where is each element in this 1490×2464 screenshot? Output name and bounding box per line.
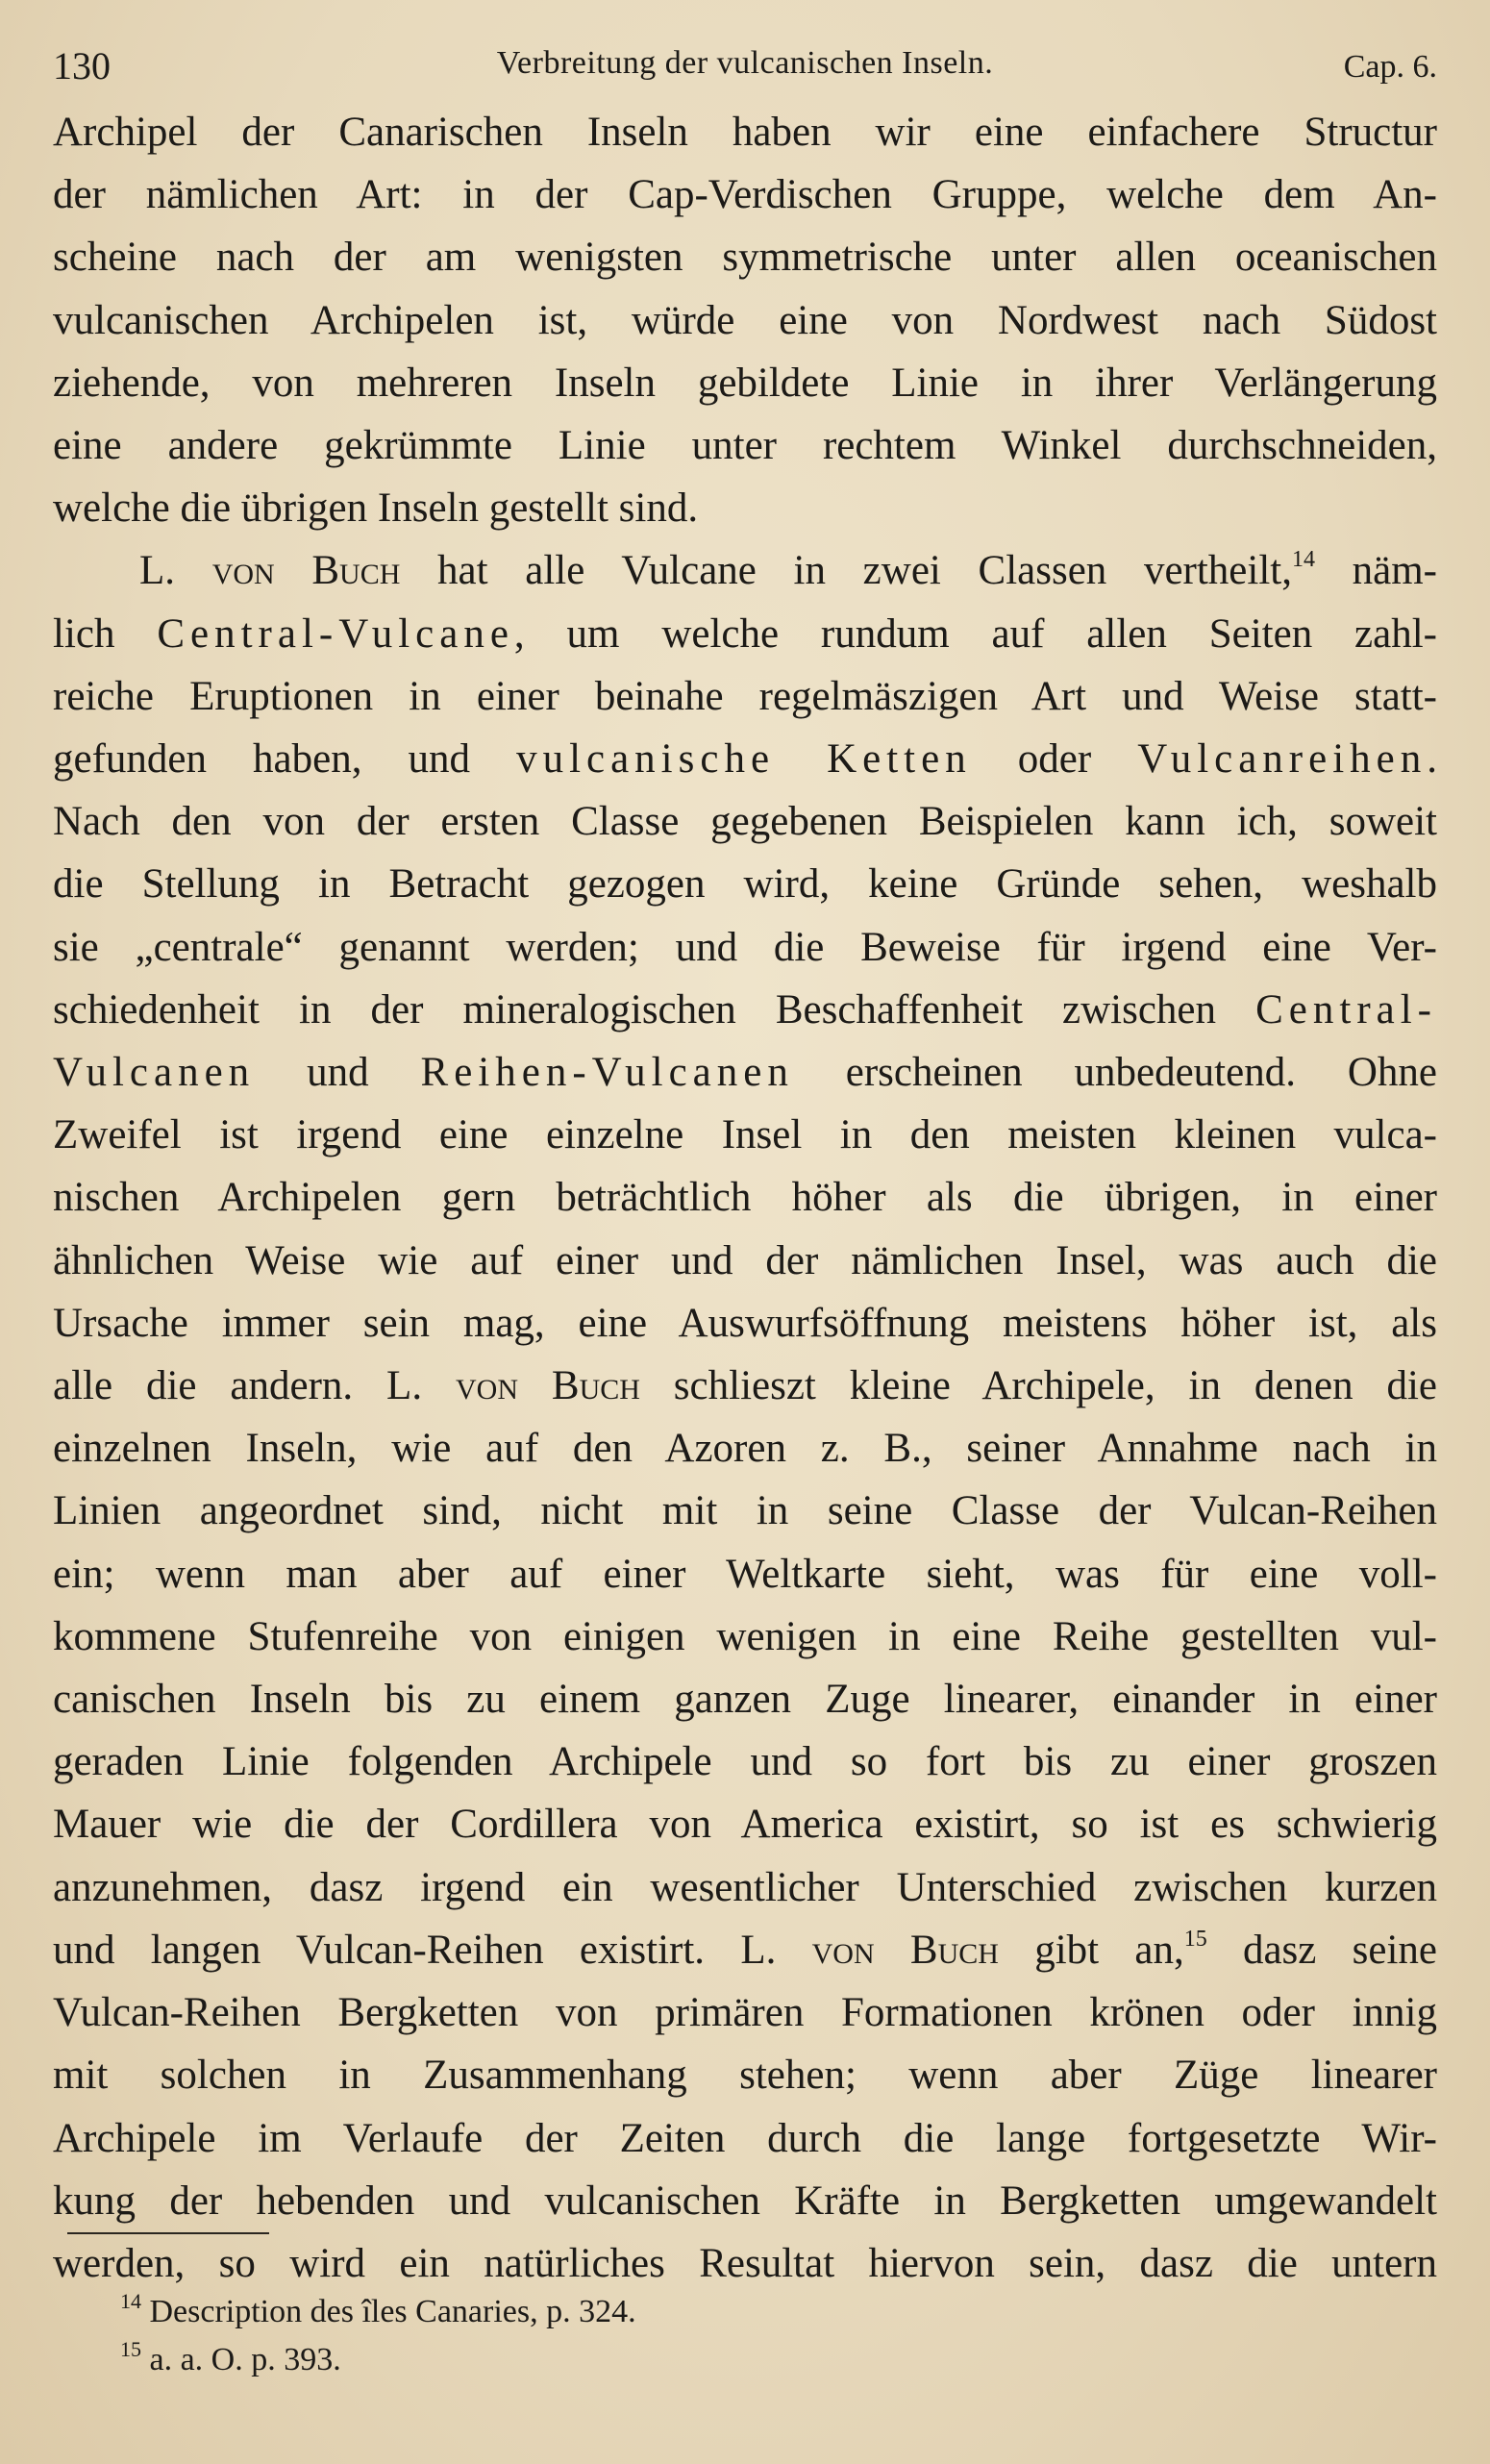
text-line: [53, 603, 1437, 665]
spaced-term: Reihen-Vulcanen: [420, 1050, 794, 1096]
text-line: Zweifel ist irgend eine einzelne Insel in den meisten kleinen vulca-: [53, 1112, 1437, 1158]
text-span: , um welche rundum auf allen Seiten zahl-: [513, 610, 1437, 657]
text-span: L.: [139, 548, 176, 594]
spaced-term: Central-: [1255, 986, 1437, 1033]
page-number: 130: [53, 44, 111, 87]
footnote: [120, 2336, 636, 2384]
text-span: und langen Vulcan-Reihen existirt. L.: [53, 1927, 777, 1973]
text-span: alle die andern. L.: [53, 1363, 423, 1409]
book-page: [53, 43, 1437, 2295]
spaced-term: Central-Vulcane: [157, 610, 514, 657]
text-line: der nämlichen Art: in der Cap-Verdischen Gruppe, welche dem An-: [53, 172, 1437, 218]
text-line: ähnlichen Weise wie auf einer und der nämlichen Insel, was auch die: [53, 1237, 1437, 1283]
footnote: [120, 2288, 636, 2336]
text-span: schiedenheit in der mineralogischen Beschaffenheit zwischen: [53, 986, 1256, 1033]
text-line: Linien angeordnet sind, nicht mit in seine Classe der Vulcan-Reihen: [53, 1488, 1437, 1534]
footnote-ref[interactable]: 14: [1291, 547, 1315, 573]
spaced-term: Vulcanreihen: [1137, 736, 1428, 783]
text-span: oder: [971, 736, 1138, 783]
text-span: gefunden haben, und: [53, 736, 517, 783]
text-line: welche die übrigen Inseln gestellt sind.: [53, 485, 699, 532]
text-line: anzunehmen, dasz irgend ein wesentlicher Unterschied zwischen kurzen: [53, 1864, 1437, 1910]
text-line: [53, 1919, 1437, 1981]
text-line: [53, 539, 1437, 602]
text-line: kung der hebenden und vulcanischen Kräfte in Bergketten umgewandelt: [53, 2178, 1437, 2224]
text-span: gibt an,: [998, 1927, 1184, 1973]
author-name: von Buch: [455, 1363, 640, 1409]
text-line: [53, 1041, 1437, 1104]
text-line: einzelnen Inseln, wie auf den Azoren z. B., seiner Annahme nach in: [53, 1426, 1437, 1472]
text-span: hat alle Vulcane in zwei Classen vertheilt,: [400, 548, 1292, 594]
text-line: die Stellung in Betracht gezogen wird, keine Gründe sehen, weshalb: [53, 861, 1437, 908]
footnote-text: Description des îles Canaries, p. 324.: [149, 2294, 636, 2329]
footnote-text: a. a. O. p. 393.: [149, 2342, 341, 2377]
text-line: werden, so wird ein natürliches Resultat hiervon sein, dasz die untern: [53, 2240, 1437, 2286]
paragraph: [53, 101, 1437, 539]
text-line: Nach den von der ersten Classe gegebenen Beispielen kann ich, soweit: [53, 799, 1437, 845]
footnote-mark: 15: [120, 2337, 141, 2361]
text-line: mit solchen in Zusammenhang stehen; wenn aber Züge linearer: [53, 2053, 1437, 2099]
text-line: reiche Eruptionen in einer beinahe regelmäszigen Art und Weise statt-: [53, 673, 1437, 719]
running-head: [53, 43, 1437, 101]
body-text: [53, 101, 1437, 2295]
running-title: Verbreitung der vulcanischen Inseln.: [496, 45, 994, 81]
footnote-mark: 14: [120, 2289, 141, 2313]
text-line: geraden Linie folgenden Archipele und so fort bis zu einer groszen: [53, 1739, 1437, 1785]
text-line: ziehende, von mehreren Inseln gebildete Linie in ihrer Verlängerung: [53, 360, 1437, 406]
text-line: vulcanischen Archipelen ist, würde eine von Nordwest nach Südost: [53, 297, 1437, 343]
spaced-term: vulcanische Ketten: [516, 736, 972, 783]
text-line: canischen Inseln bis zu einem ganzen Zuge linearer, einander in einer: [53, 1677, 1437, 1723]
text-line: Vulcan-Reihen Bergketten von primären Formationen krönen oder innig: [53, 1990, 1437, 2036]
text-line: kommene Stufenreihe von einigen wenigen in eine Reihe gestellten vul-: [53, 1613, 1437, 1659]
text-span: lich: [53, 610, 158, 657]
text-span: und: [255, 1050, 421, 1096]
footnotes: [120, 2288, 636, 2384]
footnote-divider: [67, 2232, 269, 2234]
text-span: erscheinen unbedeutend. Ohne: [793, 1050, 1438, 1096]
footnote-ref[interactable]: 15: [1183, 1926, 1207, 1952]
spaced-term: Vulcanen: [53, 1050, 256, 1096]
text-span: dasz seine: [1206, 1927, 1438, 1973]
text-span: näm-: [1314, 548, 1438, 594]
text-line: nischen Archipelen gern beträchtlich höher als die übrigen, in einer: [53, 1175, 1437, 1221]
text-line: Ursache immer sein mag, eine Auswurfsöffnung meistens höher ist, als: [53, 1300, 1437, 1346]
text-line: Mauer wie die der Cordillera von America existirt, so ist es schwierig: [53, 1802, 1437, 1848]
text-line: Archipel der Canarischen Inseln haben wir eine einfachere Structur: [53, 110, 1437, 155]
text-line: eine andere gekrümmte Linie unter rechtem Winkel durchschneiden,: [53, 423, 1437, 469]
author-name: von Buch: [811, 1927, 999, 1973]
text-line: [53, 979, 1437, 1041]
paragraph: [53, 539, 1437, 2295]
text-span: schlieszt kleine Archipele, in denen die: [639, 1363, 1438, 1409]
author-name: von Buch: [211, 548, 401, 594]
text-line: gefunden haben, und vulcanische Ketten oder Vulcanreihen.: [53, 736, 1437, 783]
text-line: ein; wenn man aber auf einer Weltkarte sieht, was für eine voll-: [53, 1551, 1437, 1597]
text-line: Archipele im Verlaufe der Zeiten durch die lange fortgesetzte Wir-: [53, 2115, 1437, 2161]
chapter-label: Cap. 6.: [1343, 49, 1437, 85]
text-line: sie „centrale“ genannt werden; und die Beweise für irgend eine Ver-: [53, 924, 1437, 970]
text-line: scheine nach der am wenigsten symmetrische unter allen oceanischen: [53, 235, 1437, 281]
text-line: [53, 1355, 1437, 1417]
